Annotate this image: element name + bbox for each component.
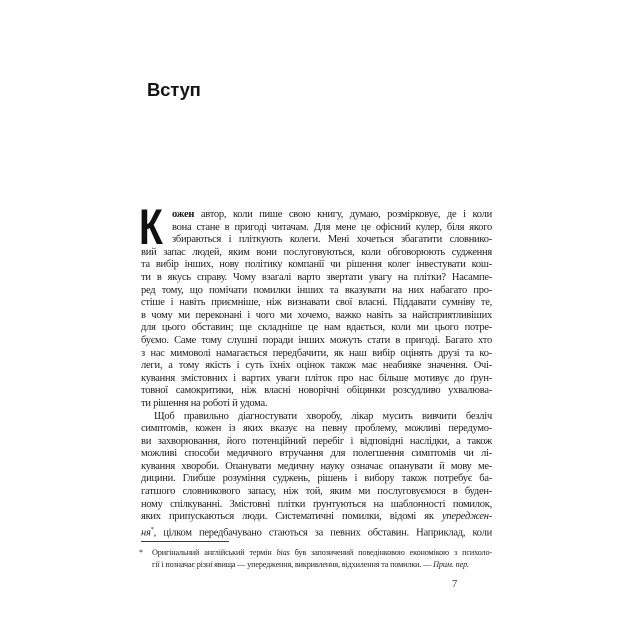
text-segment: збираються і пліткують колеги. Мені хочеться збагатити словнико- [172,234,492,246]
text-line [141,310,492,323]
text-segment: гатшого словникового запасу, ніж той, яким ми послуговуємося в буден- [141,486,492,498]
text-line [141,473,492,486]
text-line [172,209,492,222]
text-segment: Прим. пер. [433,559,469,569]
text-segment: Щоб правильно діагностувати хворобу, лікар мусить вивчити безліч [154,410,492,422]
text-segment: стіше і навіть приємніше, ніж визнавати свої власні. Піддавати сумніву те, [141,297,492,309]
text-line [172,234,492,247]
text-segment: вий запас людей, яким вони послуговуються, коли обговорюють судження [141,246,492,258]
text-line [141,436,492,449]
text-segment: вона стане в пригоді читачам. Для мене це офісний кулер, біля якого [172,221,492,233]
text-segment: ти рішення на роботі й удома. [141,397,268,409]
footnote-line [152,559,492,571]
text-segment: яких припускаються люди. Систематичні помилки, відомі як [141,511,442,523]
text-line [172,222,492,235]
footnote-separator [141,541,229,542]
text-segment: та вибір інших, нову політику компанії чи рішення колег інвестувати кош- [141,259,492,271]
page-number: 7 [452,579,458,590]
text-line [141,461,492,474]
text-segment: леги, а тому якість і суть їхніх оцінок також має неабияке значення. Очі- [141,360,492,372]
text-segment: bias [276,548,290,557]
footnote-marker: * [139,548,143,557]
text-segment: , цілком передбачувано стаються за певних обставин. Наприклад, коли [153,527,492,539]
text-line [141,524,492,537]
text-line [141,373,492,386]
text-line [141,348,492,361]
paragraph [139,199,492,411]
text-segment: для цього обставин; ще складніше це нам вдається, коли ми цього потре- [141,322,492,334]
text-segment: упереджен- [441,511,492,523]
drop-cap: К [139,199,163,255]
text-line [141,423,492,436]
text-line [141,247,492,260]
text-line [141,297,492,310]
text-line [141,448,492,461]
text-line [141,499,492,512]
text-line [141,335,492,348]
text-line [141,360,492,373]
text-segment: ти в якусь справу. Чому взагалі варто звертати увагу на плітки? Насампе- [141,271,492,283]
text-segment: автор, коли пише свою книгу, думаю, розмірковує, де і коли [194,209,492,220]
text-segment: дицини. Глибше розуміння суджень, рішень і вибору також потребує ба- [141,473,492,485]
footnote-line [152,547,492,559]
chapter-heading: Вступ [147,79,201,100]
text-segment: симптомів, кожен із яких вказує на певну проблему, можливі передумо- [141,423,492,435]
text-line [141,272,492,285]
text-line [141,322,492,335]
text-segment: * [150,525,154,533]
text-segment: ня [141,527,151,539]
text-segment: ожен [172,209,195,220]
text-segment: в чому ми переконані і чого ми хочемо, важко навіть за найсприятливіших [141,309,492,321]
text-line [141,486,492,499]
body-text [139,199,492,539]
text-segment: ви захворювання, його потенційний перебіг і відповідні наслідки, а також [141,435,492,447]
text-segment: товної самокритики, ніж власні новорічні обіцянки розсудливо ухвалюва- [141,385,492,397]
text-line [141,385,492,398]
text-line [141,511,492,524]
text-line [141,259,492,272]
text-line [141,285,492,298]
text-segment: кування змістовних і вартих уваги пліток про нас більше мотивує до ґрун- [141,372,492,384]
text-segment: з нас мимоволі намагається передбачити, як наш вибір оцінять друзі та ко- [141,347,492,359]
text-segment: можливі способи медичного втручання для полегшення симптомів чи лі- [141,448,492,460]
paragraph [141,411,492,537]
text-segment: ред тому, що помічати помилки інших та вказувати на них набагато про- [141,284,492,296]
text-segment: буємо. Саме тому слушні поради інших можуть стати в пригоді. Багато хто [141,334,492,346]
footnote [152,547,492,571]
text-segment: був запозичений поведінковою економікою з психоло- [289,548,492,557]
text-line [141,398,492,411]
text-segment: кування хвороби. Опанувати медичну науку означає опанувати й мову ме- [141,460,492,472]
text-segment: ному спілкуванні. Змістовні плітки ґрунтуються на шаблонності помилок, [141,498,492,510]
text-segment: гії і позначає різні явища — упередження, викривлення, відхилення та помилки. — [152,559,434,569]
text-line [141,411,492,424]
text-segment: Оригінальний англійський термін [152,548,277,557]
